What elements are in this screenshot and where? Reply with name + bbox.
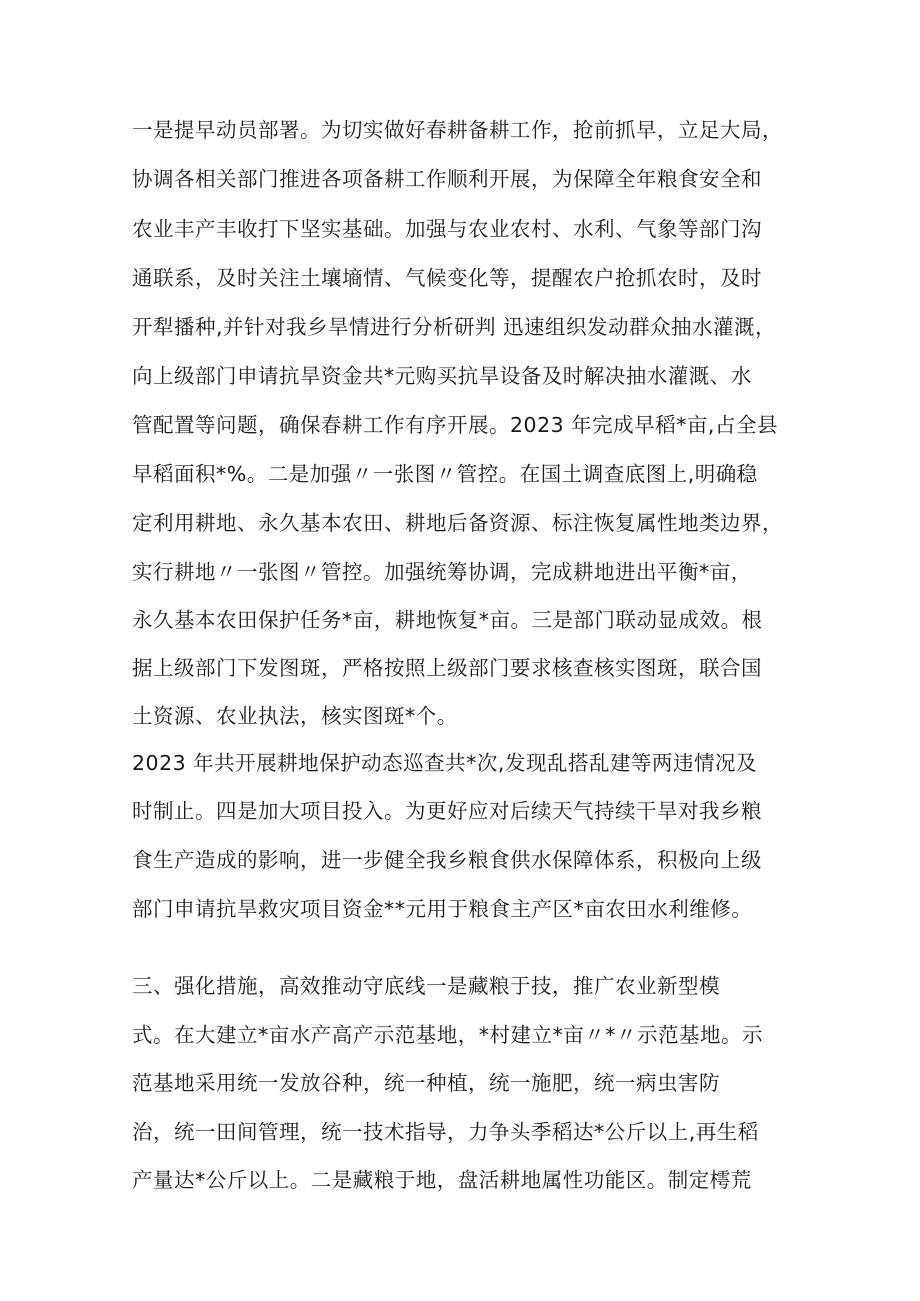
text-line: 式。在大建立*亩水产高产示范基地，*村建立*亩〃*〃示范基地。示 xyxy=(132,1023,763,1047)
text-line: 协调各相关部门推进各项备耕工作顺利开展，为保障全年粮食安全和 xyxy=(132,167,762,191)
text-line: 治，统一田间管理，统一技术指导，力争头季稻达*公斤以上,再生稻 xyxy=(132,1120,759,1144)
text-line: 2023 年共开展耕地保护动态巡查共*次,发现乱搭乱建等两违情况及 xyxy=(132,751,757,775)
text-line: 时制止。四是加大项目投入。为更好应对后续天气持续干旱对我乡粮 xyxy=(132,799,762,823)
text-line: 产量达*公斤以上。二是藏粮于地，盘活耕地属性功能区。制定樗荒 xyxy=(132,1168,752,1192)
text-line: 实行耕地〃一张图〃管控。加强统筹协调，完成耕地进出平衡*亩， xyxy=(132,560,752,584)
text-line: 开犁播种,并针对我乡旱情进行分析研判 迅速组织发动群众抽水灌溉， xyxy=(132,315,777,339)
text-line: 定利用耕地、永久基本农田、耕地后备资源、标注恢复属性地类边界， xyxy=(132,511,783,535)
text-line: 通联系，及时关注土壤墒情、气候变化等，提醒农户抢抓农时，及时 xyxy=(132,266,762,290)
text-line: 土资源、农业执法，核实图斑*个。 xyxy=(132,704,458,728)
text-line: 据上级部门下发图斑，严格按照上级部门要求核查核实图斑，联合国 xyxy=(132,656,762,680)
text-line: 食生产造成的影响，进一步健全我乡粮食供水保障体系，积极向上级 xyxy=(132,848,762,872)
text-line: 一是提早动员部署。为切实做好春耕备耕工作，抢前抓早，立足大局， xyxy=(132,118,783,142)
text-line: 管配置等问题，确保春耕工作有序开展。2023 年完成早稻*亩,占全县 xyxy=(132,413,778,437)
text-line: 向上级部门申请抗旱资金共*元购买抗旱设备及时解决抽水灌溉、水 xyxy=(132,364,752,388)
text-line: 部门申请抗旱救灾项目资金**元用于粮食主产区*亩农田水利维修。 xyxy=(132,897,753,921)
text-line: 永久基本农田保护任务*亩，耕地恢复*亩。三是部门联动显成效。根 xyxy=(132,608,763,632)
text-line: 早稻面积*%。二是加强〃一张图〃管控。在国土调查底图上,明确稳 xyxy=(132,462,758,486)
text-line: 农业丰产丰收打下坚实基础。加强与农业农村、水利、气象等部门沟 xyxy=(132,217,762,241)
text-line: 三、强化措施，高效推动守底线一是藏粮于技，推广农业新型模 xyxy=(132,974,720,998)
text-line: 范基地采用统一发放谷种，统一种植，统一施肥，统一病虫害防 xyxy=(132,1071,720,1095)
